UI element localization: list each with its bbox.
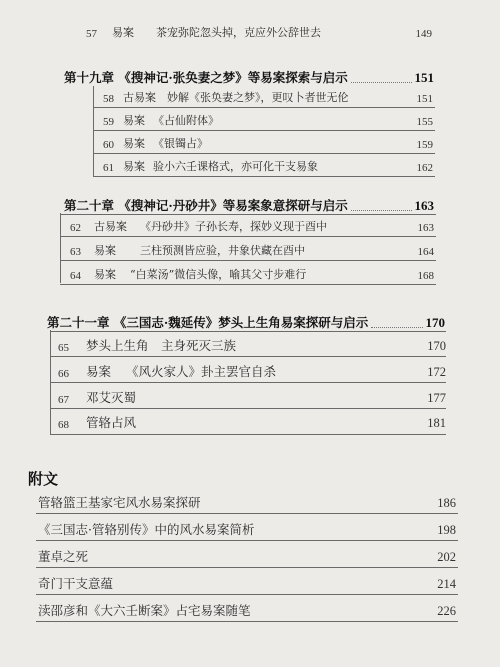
toc-entry[interactable] — [103, 135, 433, 151]
chapter-title: 第十九章 《搜神记·张奂妻之梦》等易案探索与启示 — [64, 70, 348, 85]
entry-page: 163 — [417, 222, 434, 234]
entry-page: 151 — [416, 93, 433, 105]
toc-entry[interactable] — [58, 336, 446, 354]
entry-title: 邓艾灭蜀 — [86, 390, 137, 405]
appendix-item[interactable] — [38, 493, 456, 511]
entry-number: 62 — [70, 222, 81, 234]
toc-entry[interactable] — [103, 89, 433, 105]
entry-title: 管辂占风 — [86, 415, 137, 430]
entry-category: 古易案 — [94, 220, 127, 233]
toc-entry[interactable] — [58, 413, 446, 431]
toc-entry[interactable] — [58, 388, 446, 406]
entry-title: 《银镯占》 — [153, 137, 208, 150]
entry-category: 古易案 — [123, 91, 156, 104]
toc-entry[interactable] — [70, 242, 434, 258]
entry-page: 177 — [427, 391, 446, 405]
entry-number: 57 — [86, 28, 97, 40]
bracket-line — [60, 213, 61, 283]
chapter-heading[interactable] — [47, 313, 445, 331]
entry-category: 易案 — [112, 26, 134, 39]
entry-title: 验小六壬课格式，亦可化干支易象 — [153, 160, 318, 173]
chapter-heading[interactable] — [64, 68, 434, 86]
entry-category: 易案 — [94, 244, 116, 257]
row-rule — [36, 621, 458, 622]
appendix-item-title: 董卓之死 — [38, 549, 89, 564]
appendix-item-title: 《三国志·管辂别传》中的风水易案简析 — [38, 522, 255, 537]
appendix-heading: 附文 — [28, 470, 59, 488]
entry-page: 170 — [427, 339, 446, 353]
row-rule — [93, 176, 435, 177]
appendix-item[interactable] — [38, 574, 456, 592]
entry-number: 65 — [58, 342, 69, 354]
entry-title: 《丹砂井》子孙长寿，探妙义现于酉中 — [140, 220, 327, 233]
entry-category: 易案 — [123, 114, 145, 127]
appendix-item-page: 226 — [437, 604, 456, 618]
row-rule — [93, 153, 435, 154]
chapter-page: 170 — [425, 315, 445, 330]
entry-page: 162 — [416, 162, 433, 174]
appendix-item-page: 202 — [437, 550, 456, 564]
dot-leader — [351, 82, 412, 83]
row-rule — [60, 214, 436, 215]
row-rule — [36, 567, 458, 568]
toc-entry[interactable] — [58, 362, 446, 380]
entry-title: 妙解《张奂妻之梦》，更叹卜者世无伦 — [167, 91, 349, 104]
appendix-item-title: 渎邵彦和《大六壬断案》占宅易案随笔 — [38, 603, 251, 618]
entry-number: 60 — [103, 139, 114, 151]
entry-page: 181 — [427, 416, 446, 430]
appendix-item[interactable] — [38, 601, 456, 619]
entry-page: 155 — [416, 116, 433, 128]
row-rule — [50, 408, 446, 409]
entry-page: 149 — [415, 28, 432, 40]
appendix-item-title: 管辂篮王基家宅风水易案探研 — [38, 495, 201, 510]
chapter-title: 第二十一章 《三国志·魏延传》梦头上生角易案探研与启示 — [47, 315, 369, 330]
entry-page: 164 — [417, 246, 434, 258]
row-rule — [50, 356, 446, 357]
row-rule — [50, 434, 446, 435]
chapter-title: 第二十章 《搜神记·丹砂井》等易案象意探研与启示 — [64, 198, 348, 213]
chapter-page: 151 — [414, 70, 434, 85]
entry-number: 66 — [58, 368, 69, 380]
row-rule — [36, 513, 458, 514]
row-rule — [60, 260, 436, 261]
entry-number: 67 — [58, 394, 69, 406]
entry-category: 易案 — [123, 160, 145, 173]
row-rule — [50, 331, 446, 332]
entry-page: 159 — [416, 139, 433, 151]
entry-number: 61 — [103, 162, 114, 174]
row-rule — [36, 540, 458, 541]
appendix-item-page: 214 — [437, 577, 456, 591]
appendix-item[interactable] — [38, 520, 456, 538]
entry-title: “白菜汤”微信头像，喻其父寸步难行 — [130, 268, 307, 281]
entry-number: 58 — [103, 93, 114, 105]
entry-title: 《风火家人》卦主罢官自杀 — [126, 364, 277, 379]
entry-title: 三柱预测皆应验，井象伏藏在酉中 — [140, 244, 305, 257]
entry-category: 易案 — [94, 268, 116, 281]
chapter-heading[interactable] — [64, 196, 434, 214]
entry-page: 172 — [427, 365, 446, 379]
dot-leader — [371, 327, 422, 328]
entry-page: 168 — [417, 270, 434, 282]
entry-category: 易案 — [123, 137, 145, 150]
dot-leader — [351, 210, 412, 211]
row-rule — [93, 107, 435, 108]
entry-title: 梦头上生角 主身死灭三族 — [86, 338, 237, 353]
toc-entry[interactable] — [103, 112, 433, 128]
entry-title: 《占仙附体》 — [153, 114, 219, 127]
bracket-line — [93, 86, 94, 176]
row-rule — [60, 284, 436, 285]
toc-entry[interactable] — [103, 158, 433, 174]
appendix-item-page: 186 — [437, 496, 456, 510]
chapter-page: 163 — [414, 198, 434, 213]
row-rule — [36, 594, 458, 595]
appendix-item[interactable] — [38, 547, 456, 565]
entry-title: 茶宠弥陀忽头掉，克应外公辞世去 — [156, 26, 321, 39]
row-rule — [60, 236, 436, 237]
row-rule — [50, 382, 446, 383]
entry-number: 59 — [103, 116, 114, 128]
appendix-item-title: 奇门干支意蕴 — [38, 576, 114, 591]
entry-number: 68 — [58, 419, 69, 431]
row-rule — [93, 130, 435, 131]
entry-number: 63 — [70, 246, 81, 258]
entry-category: 易案 — [86, 364, 112, 379]
toc-entry[interactable] — [70, 266, 434, 282]
toc-entry[interactable] — [70, 218, 434, 234]
toc-entry[interactable] — [86, 24, 432, 40]
entry-number: 64 — [70, 270, 81, 282]
appendix-item-page: 198 — [437, 523, 456, 537]
